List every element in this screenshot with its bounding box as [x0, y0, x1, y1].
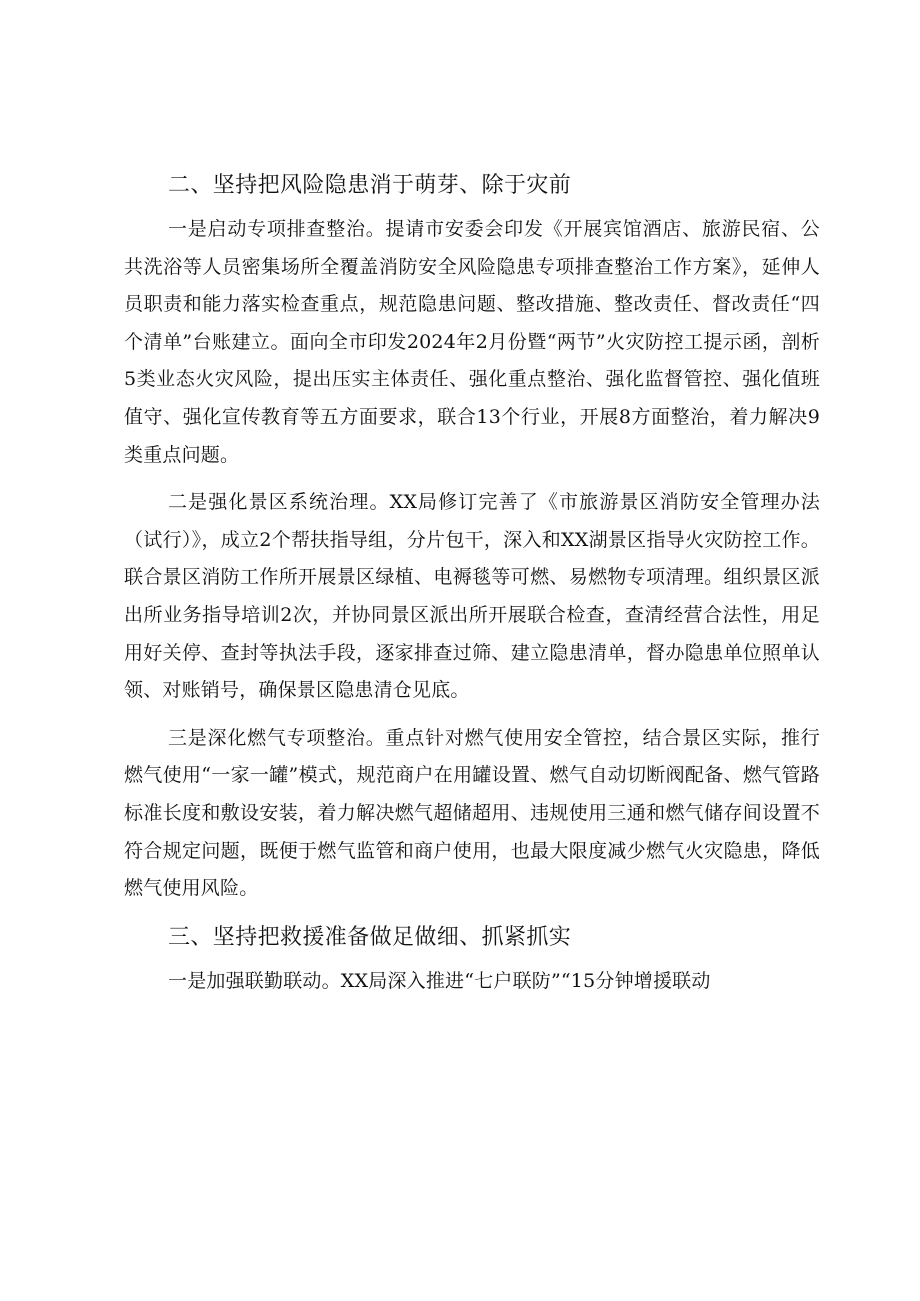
- section-heading-2: 二、坚持把风险隐患消于萌芽、除于灾前: [168, 173, 572, 198]
- section-heading-3: 三、坚持把救援准备做足做细、抓紧抓实: [168, 924, 572, 950]
- paragraph-scenic-governance: 二是强化景区系统治理。XX局修订完善了《市旅游景区消防安全管理办法（试行）》，成立2个帮扶指导组，分片包干，深入和XX湖景区指导火灾防控工作。联合景区消防工作所开展景区绿植、电褥毯等可燃、易燃物专项清理。组织景区派出所业务指导培训2次，并协同景区派出所开展联合检查，查清经营合法性，用足用好关停、查封等执法手段，逐家排查过筛、建立隐患清单，督办隐患单位照单认领、对账销号，确保景区隐患清仓见底。: [124, 491, 820, 702]
- paragraph-joint-linkage: 一是加强联勤联动。XX局深入推进“七户联防”“15分钟增援联动: [168, 969, 711, 992]
- paragraph-gas-rectification: 三是深化燃气专项整治。重点针对燃气使用安全管控，结合景区实际，推行燃气使用“一家一罐”模式，规范商户在用罐设置、燃气自动切断阀配备、燃气管路标准长度和敷设安装，着力解决燃气超储超用、违规使用三通和燃气储存间设置不符合规定问题，既便于燃气监管和商户使用，也最大限度减少燃气火灾隐患，降低燃气使用风险。: [124, 726, 820, 900]
- document-body: [124, 166, 820, 1010]
- paragraph-special-inspection: 一是启动专项排查整治。提请市安委会印发《开展宾馆酒店、旅游民宿、公共洗浴等人员密集场所全覆盖消防安全风险隐患专项排查整治工作方案》，延伸人员职责和能力落实检查重点，规范隐患问题、整改措施、整改责任、督改责任“四个清单”台账建立。面向全市印发2024年2月份暨“两节”火灾防控工提示函，剖析5类业态火灾风险，提出压实主体责任、强化重点整治、强化监督管控、强化值班值守、强化宣传教育等五方面要求，联合13个行业，开展8方面整治，着力解决9类重点问题。: [124, 218, 820, 466]
